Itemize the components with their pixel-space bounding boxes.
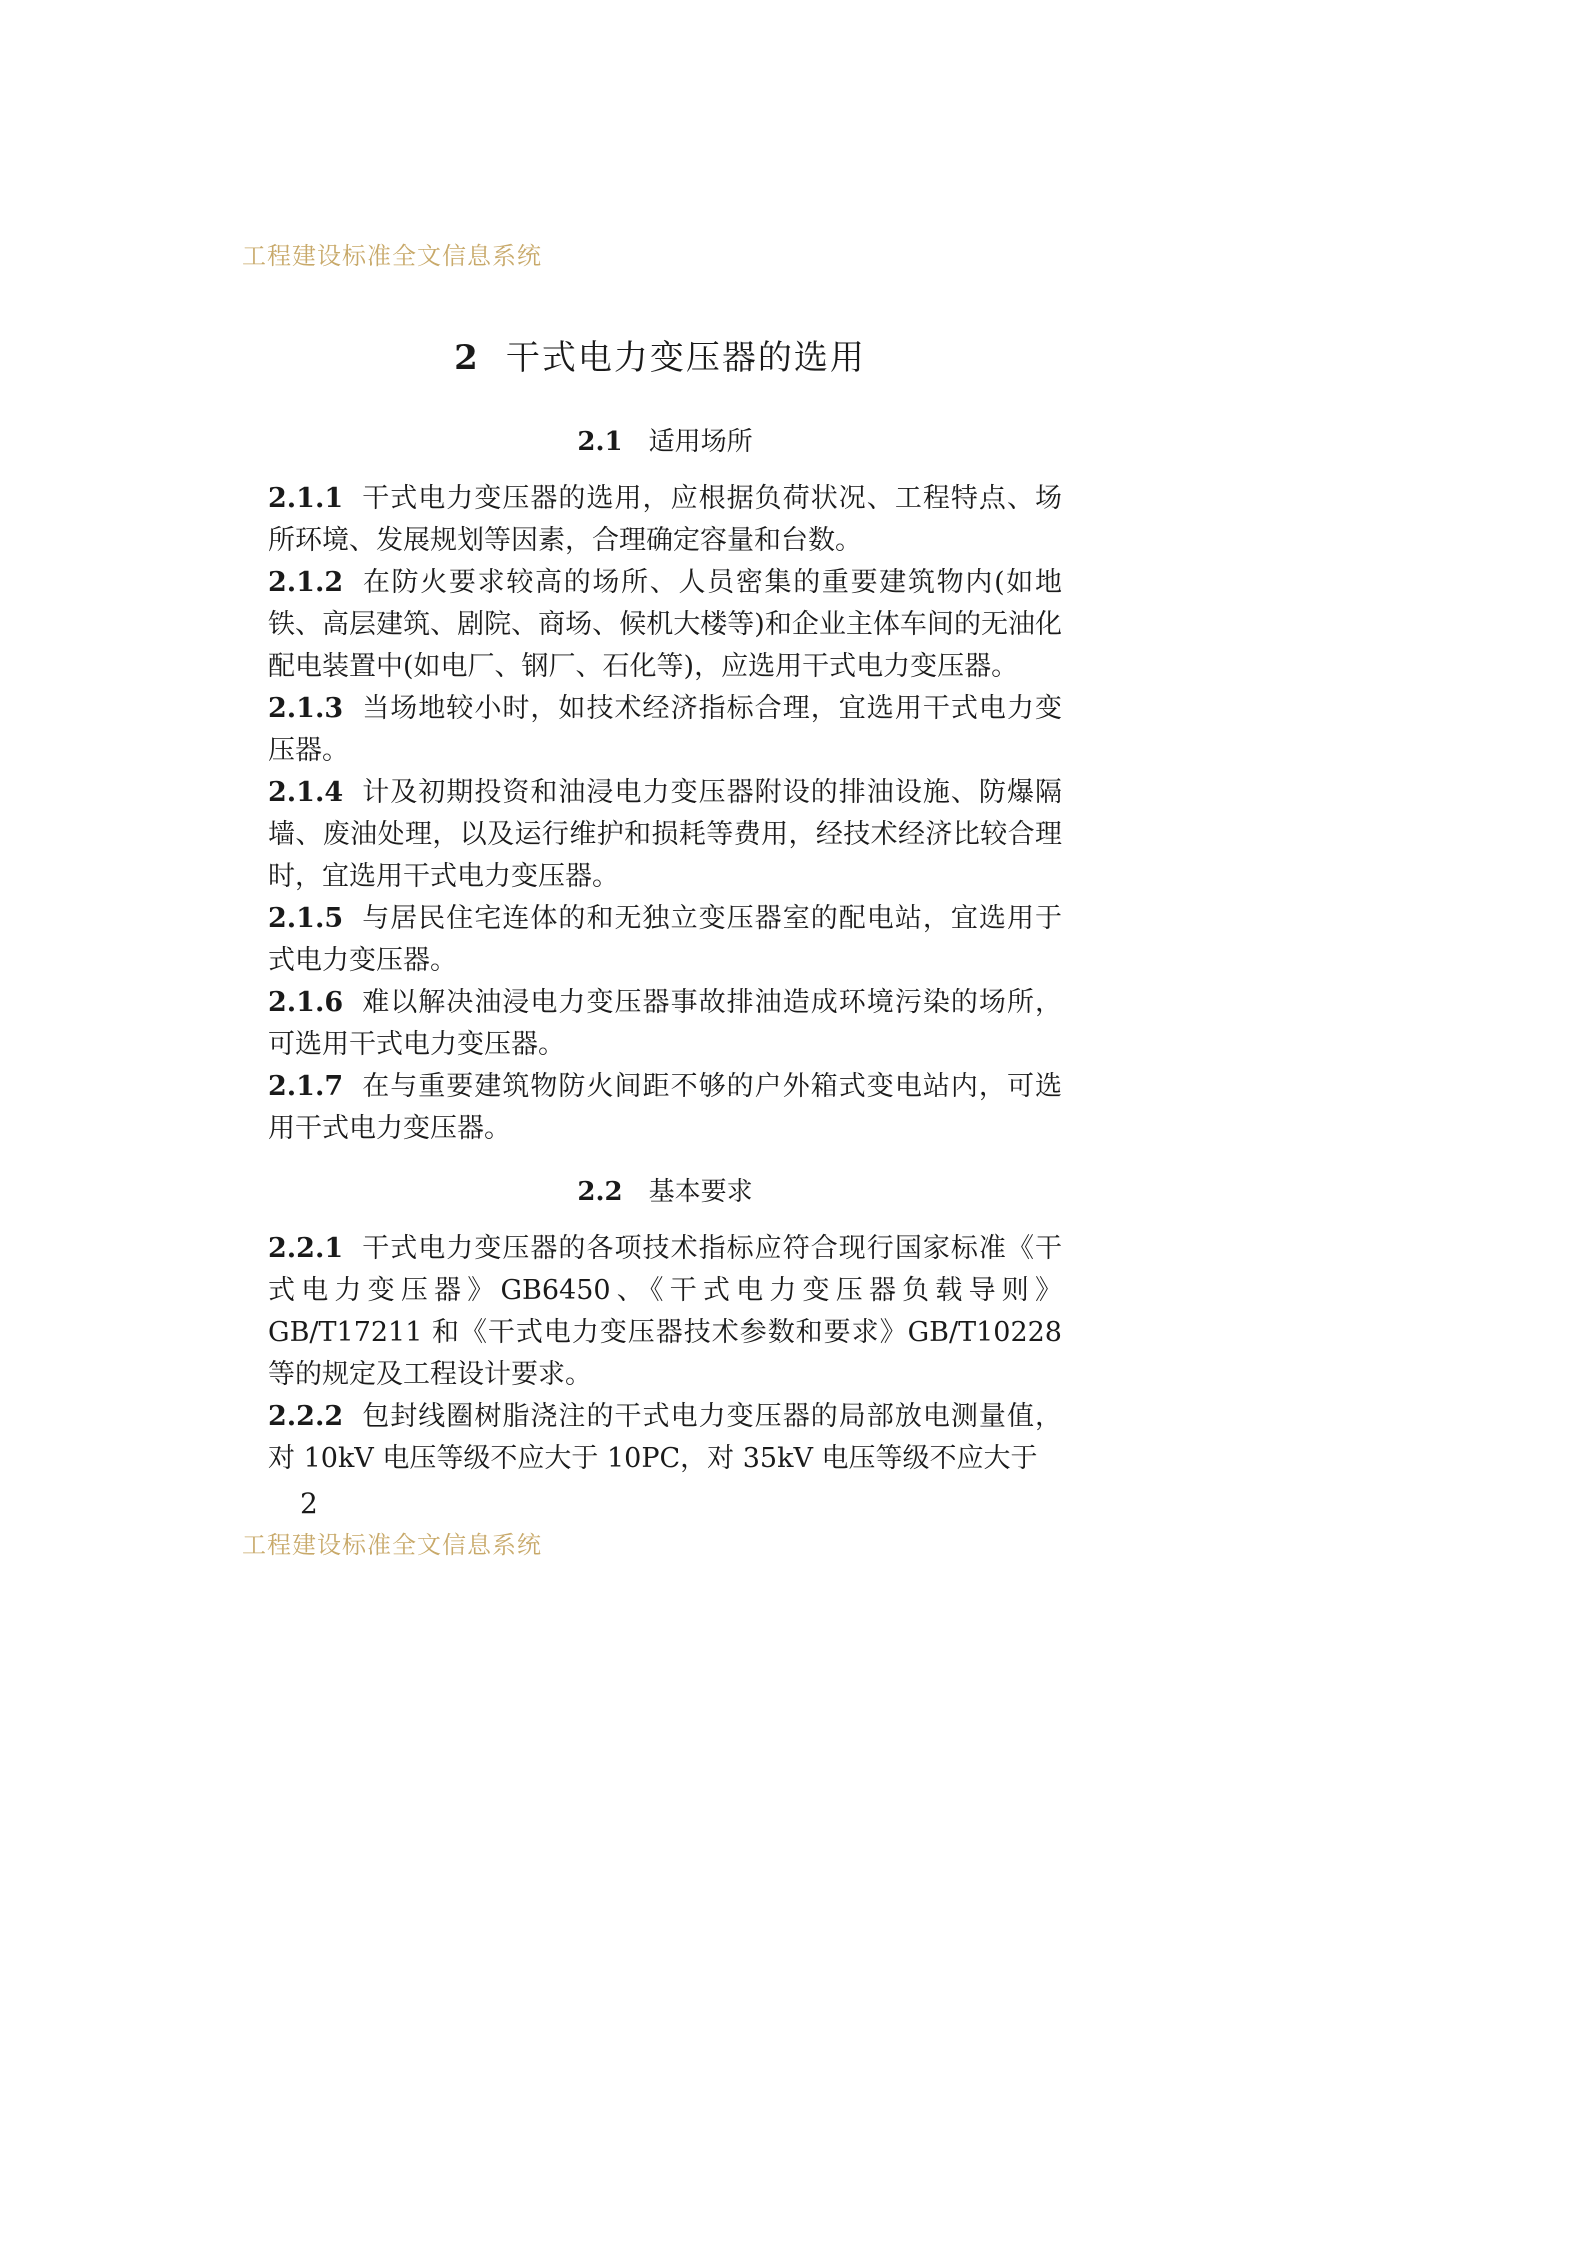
clause-2-2-2	[268, 1396, 1062, 1480]
section-gap	[268, 1150, 1062, 1168]
clause-text: 计及初期投资和油浸电力变压器附设的排油设施、防爆隔墙、废油处理，以及运行维护和损耗等费用，经技术经济比较合理时，宜选用干式电力变压器。	[268, 777, 1062, 892]
clause-2-1-6	[268, 982, 1062, 1066]
clause-text: 包封线圈树脂浇注的干式电力变压器的局部放电测量值，对 10kV 电压等级不应大于 10PC，对 35kV 电压等级不应大于	[268, 1401, 1062, 1474]
clause-text: 干式电力变压器的选用，应根据负荷状况、工程特点、场所环境、发展规划等因素，合理确定容量和台数。	[268, 483, 1062, 556]
clause-number: 2.1.2	[268, 567, 344, 598]
clause-number: 2.1.5	[268, 903, 344, 934]
clause-number: 2.1.7	[268, 1071, 344, 1102]
clause-text: 难以解决油浸电力变压器事故排油造成环境污染的场所，可选用干式电力变压器。	[268, 987, 1062, 1060]
clause-number: 2.2.2	[268, 1401, 344, 1432]
section-number: 2.1	[577, 427, 623, 457]
clause-2-1-7	[268, 1066, 1062, 1150]
clause-number: 2.1.4	[268, 777, 344, 808]
clause-number: 2.1.1	[268, 483, 344, 514]
clause-text: 与居民住宅连体的和无独立变压器室的配电站，宜选用于式电力变压器。	[268, 903, 1062, 976]
clause-number: 2.1.3	[268, 693, 344, 724]
section-title-text: 适用场所	[648, 427, 753, 457]
page-number: 2	[300, 1487, 318, 1520]
clause-2-1-3	[268, 688, 1062, 772]
section-title-2-1	[268, 418, 1062, 478]
clause-2-2-1	[268, 1228, 1062, 1396]
clause-number: 2.1.6	[268, 987, 344, 1018]
clause-2-1-4	[268, 772, 1062, 898]
clause-2-1-1	[268, 478, 1062, 562]
clause-2-1-5	[268, 898, 1062, 982]
section-title-text: 基本要求	[648, 1177, 753, 1207]
chapter-number: 2	[454, 338, 480, 378]
watermark-top: 工程建设标准全文信息系统	[242, 242, 542, 270]
chapter-title	[0, 330, 1320, 379]
watermark-bottom: 工程建设标准全文信息系统	[242, 1531, 542, 1559]
clause-number: 2.2.1	[268, 1233, 344, 1264]
chapter-title-text: 干式电力变压器的选用	[505, 338, 866, 378]
page-content	[268, 418, 1062, 1480]
clause-2-1-2	[268, 562, 1062, 688]
clause-text: 在与重要建筑物防火间距不够的户外箱式变电站内，可选用干式电力变压器。	[268, 1071, 1062, 1144]
clause-text: 当场地较小时，如技术经济指标合理，宜选用干式电力变压器。	[268, 693, 1062, 766]
section-number: 2.2	[577, 1177, 623, 1207]
section-title-2-2	[268, 1168, 1062, 1228]
clause-text: 干式电力变压器的各项技术指标应符合现行国家标准《干式电力变压器》GB6450、《干式电力变压器负载导则》GB/T17211 和《干式电力变压器技术参数和要求》GB/T10228 等的规定及工程设计要求。	[268, 1233, 1062, 1390]
clause-text: 在防火要求较高的场所、人员密集的重要建筑物内(如地铁、高层建筑、剧院、商场、候机大楼等)和企业主体车间的无油化配电装置中(如电厂、钢厂、石化等)，应选用干式电力变压器。	[268, 567, 1062, 682]
